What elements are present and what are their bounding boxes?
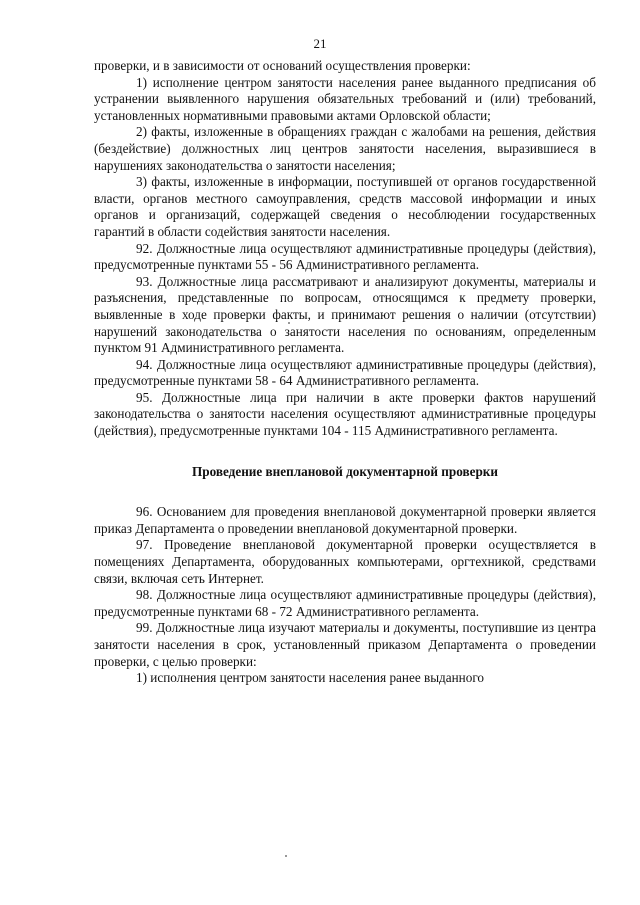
paragraph-92: 92. Должностные лица осуществляют административные процедуры (действия), предусмотренные пунктами 55 - 56 Административного регламента. [94, 240, 596, 273]
page-number: 21 [313, 36, 327, 51]
paragraph-95: 95. Должностные лица при наличии в акте проверки фактов нарушений законодательства о занятости населения осуществляют административные процедуры (действия), предусмотренные пунктами 104 - 115 Административного регламента. [94, 389, 596, 439]
paragraph-item-1: 1) исполнение центром занятости населения ранее выданного предписания об устранении выявленного нарушения обязательных требований и (или) требований, установленных нормативными правовыми актами Орловской области; [94, 74, 596, 123]
section-heading: Проведение внеплановой документарной проверки [192, 463, 498, 479]
paragraph-98: 98. Должностные лица осуществляют административные процедуры (действия), предусмотренные пунктами 68 - 72 Административного регламента. [94, 587, 596, 619]
paragraph-item-3: 3) факты, изложенные в информации, поступившей от органов государственной власти, органов местного самоуправления, средств массовой информации и иных органов и организаций, содержащей сведения о несоблюдении государственных гарантий в области содействия занятости населения. [94, 174, 596, 239]
paragraph-continuation: проверки, и в зависимости от оснований осуществления проверки: [94, 58, 471, 73]
paragraph-93: 93. Должностные лица рассматривают и анализируют документы, материалы и разъяснения, представленные по вопросам, относящимся к предмету проверки, выявленные в ходе проверки факты, и принимают решения о наличии (отсутствии) нарушений законодательства о занятости населения по основаниям, определенным пунктом 91 Административного регламента. [94, 273, 596, 356]
document-body [94, 58, 596, 687]
paragraph-99-item-1: 1) исполнения центром занятости населения ранее выданного [136, 670, 485, 686]
paragraph-item-2: 2) факты, изложенные в обращениях граждан с жалобами на решения, действия (бездействие) должностных лиц центров занятости населения, выразившиеся в нарушениях законодательства о занятости населения; [94, 124, 596, 173]
scan-speck [288, 322, 290, 324]
scan-speck [285, 855, 287, 857]
paragraph-99: 99. Должностные лица изучают материалы и документы, поступившие из центра занятости населения в срок, установленный приказом Департамента о проведении проверки, с целью проверки: [94, 620, 596, 669]
paragraph-94: 94. Должностные лица осуществляют административные процедуры (действия), предусмотренные пунктами 58 - 64 Административного регламента. [94, 356, 596, 389]
paragraph-96: 96. Основанием для проведения внеплановой документарной проверки является приказ Департамента о проведении внеплановой документарной проверки. [94, 504, 596, 536]
paragraph-97: 97. Проведение внеплановой документарной проверки осуществляется в помещениях Департамента, оборудованных компьютерами, оргтехникой, средствами связи, включая сеть Интернет. [94, 537, 596, 586]
